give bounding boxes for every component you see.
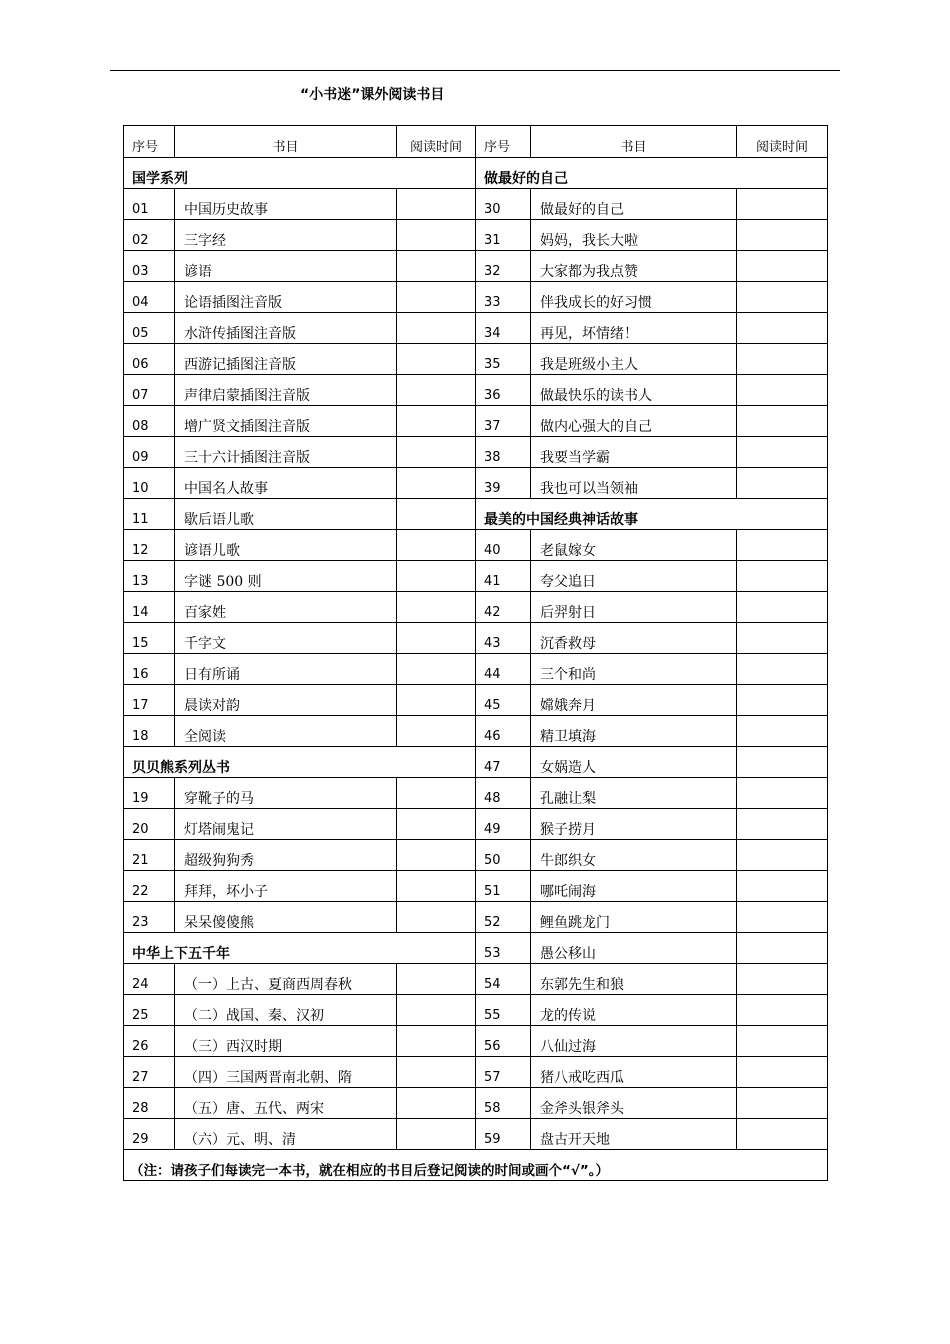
book-number: 25 [124,995,175,1026]
book-number: 24 [124,964,175,995]
table-row [124,1088,828,1119]
reading-time-cell[interactable] [397,964,476,995]
book-title: 精卫填海 [531,716,737,747]
book-title: 谚语 [175,251,397,282]
book-title: 再见，坏情绪！ [531,313,737,344]
book-number: 11 [124,499,175,530]
book-title: 做内心强大的自己 [531,406,737,437]
book-number: 30 [476,189,531,220]
reading-time-cell[interactable] [397,220,476,251]
book-title: 中国名人故事 [175,468,397,499]
book-title: 妈妈，我长大啦 [531,220,737,251]
book-title: 做最快乐的读书人 [531,375,737,406]
reading-time-cell[interactable] [397,189,476,220]
table-row [124,251,828,282]
header-time: 阅读时间 [397,126,476,158]
book-title: 伴我成长的好习惯 [531,282,737,313]
footnote: （注：请孩子们每读完一本书，就在相应的书目后登记阅读的时间或画个“√”。） [124,1150,828,1181]
book-title: 中国历史故事 [175,189,397,220]
header-book: 书目 [531,126,737,158]
book-title: 哪吒闹海 [531,871,737,902]
reading-time-cell[interactable] [737,1057,828,1088]
reading-time-cell[interactable] [737,1026,828,1057]
book-number: 51 [476,871,531,902]
book-number: 41 [476,561,531,592]
book-number: 10 [124,468,175,499]
book-number: 27 [124,1057,175,1088]
reading-time-cell[interactable] [397,406,476,437]
table-row [124,1057,828,1088]
book-title: （六）元、明、清 [175,1119,397,1150]
reading-time-cell[interactable] [397,375,476,406]
book-number: 21 [124,840,175,871]
book-title: 论语插图注音版 [175,282,397,313]
book-title: 大家都为我点赞 [531,251,737,282]
book-number: 20 [124,809,175,840]
table-row [124,499,828,530]
book-number: 23 [124,902,175,933]
book-number: 16 [124,654,175,685]
book-title: 猪八戒吃西瓜 [531,1057,737,1088]
book-title: （二）战国、秦、汉初 [175,995,397,1026]
reading-time-cell[interactable] [737,282,828,313]
reading-time-cell[interactable] [737,189,828,220]
reading-time-cell[interactable] [737,933,828,964]
book-number: 49 [476,809,531,840]
book-title: 我要当学霸 [531,437,737,468]
reading-time-cell[interactable] [397,313,476,344]
table-row [124,437,828,468]
reading-time-cell[interactable] [397,840,476,871]
reading-time-cell[interactable] [397,282,476,313]
reading-time-cell[interactable] [737,1088,828,1119]
book-number: 59 [476,1119,531,1150]
book-number: 32 [476,251,531,282]
book-number: 45 [476,685,531,716]
book-number: 35 [476,344,531,375]
table-row [124,623,828,654]
book-title: 嫦娥奔月 [531,685,737,716]
reading-time-cell[interactable] [737,747,828,778]
book-number: 06 [124,344,175,375]
reading-time-cell[interactable] [737,592,828,623]
book-title: 牛郎织女 [531,840,737,871]
table-row [124,406,828,437]
table-row [124,158,828,189]
book-number: 34 [476,313,531,344]
book-number: 33 [476,282,531,313]
reading-time-cell[interactable] [737,530,828,561]
table-row [124,282,828,313]
book-number: 19 [124,778,175,809]
book-title: 声律启蒙插图注音版 [175,375,397,406]
reading-time-cell[interactable] [737,468,828,499]
book-number: 44 [476,654,531,685]
book-title: 我也可以当领袖 [531,468,737,499]
reading-time-cell[interactable] [397,344,476,375]
table-row [124,964,828,995]
reading-time-cell[interactable] [737,654,828,685]
book-number: 40 [476,530,531,561]
reading-time-cell[interactable] [737,716,828,747]
book-number: 36 [476,375,531,406]
category-heading: 国学系列 [124,158,476,189]
table-row [124,468,828,499]
book-number: 26 [124,1026,175,1057]
book-title: （一）上古、夏商西周春秋 [175,964,397,995]
book-title: 东郭先生和狼 [531,964,737,995]
table-row [124,809,828,840]
table-row [124,685,828,716]
reading-time-cell[interactable] [737,561,828,592]
book-title: 老鼠嫁女 [531,530,737,561]
book-number: 22 [124,871,175,902]
book-title: 水浒传插图注音版 [175,313,397,344]
book-number: 39 [476,468,531,499]
table-row [124,995,828,1026]
book-number: 53 [476,933,531,964]
reading-time-cell[interactable] [397,716,476,747]
table-row [124,220,828,251]
book-title: 金斧头银斧头 [531,1088,737,1119]
book-title: 龙的传说 [531,995,737,1026]
book-title: 女娲造人 [531,747,737,778]
reading-time-cell[interactable] [397,561,476,592]
book-title: 后羿射日 [531,592,737,623]
book-number: 04 [124,282,175,313]
category-heading: 最美的中国经典神话故事 [476,499,828,530]
table-row [124,778,828,809]
book-number: 43 [476,623,531,654]
book-title: 愚公移山 [531,933,737,964]
header-num: 序号 [124,126,175,158]
header-time: 阅读时间 [737,126,828,158]
reading-time-cell[interactable] [397,685,476,716]
book-number: 01 [124,189,175,220]
reading-time-cell[interactable] [737,964,828,995]
book-title: 三字经 [175,220,397,251]
book-number: 09 [124,437,175,468]
book-number: 03 [124,251,175,282]
book-number: 18 [124,716,175,747]
book-number: 54 [476,964,531,995]
reading-time-cell[interactable] [737,685,828,716]
book-number: 15 [124,623,175,654]
reading-time-cell[interactable] [737,375,828,406]
reading-time-cell[interactable] [737,220,828,251]
reading-time-cell[interactable] [397,902,476,933]
category-heading: 贝贝熊系列丛书 [124,747,476,778]
reading-time-cell[interactable] [737,840,828,871]
book-title: 歇后语儿歌 [175,499,397,530]
reading-time-cell[interactable] [397,1119,476,1150]
table-row [124,840,828,871]
book-title: 夸父追日 [531,561,737,592]
book-title: 沉香救母 [531,623,737,654]
document-title: “小书迷”课外阅读书目 [300,87,445,103]
book-number: 52 [476,902,531,933]
table-row [124,561,828,592]
reading-time-cell[interactable] [397,809,476,840]
book-number: 17 [124,685,175,716]
book-title: 日有所诵 [175,654,397,685]
table-row [124,933,828,964]
book-title: （四）三国两晋南北朝、隋 [175,1057,397,1088]
reading-time-cell[interactable] [397,623,476,654]
book-title: 百家姓 [175,592,397,623]
reading-time-cell[interactable] [737,406,828,437]
book-number: 28 [124,1088,175,1119]
book-title: 穿靴子的马 [175,778,397,809]
book-title: 全阅读 [175,716,397,747]
table-row [124,747,828,778]
reading-time-cell[interactable] [397,778,476,809]
book-number: 37 [476,406,531,437]
reading-list-table [123,125,828,1181]
book-title: （五）唐、五代、两宋 [175,1088,397,1119]
reading-time-cell[interactable] [397,437,476,468]
book-number: 50 [476,840,531,871]
reading-time-cell[interactable] [397,654,476,685]
table-row [124,313,828,344]
note-row [124,1150,828,1181]
book-number: 05 [124,313,175,344]
reading-time-cell[interactable] [737,313,828,344]
reading-time-cell[interactable] [397,592,476,623]
book-title: 八仙过海 [531,1026,737,1057]
table-row [124,375,828,406]
table-row [124,902,828,933]
book-number: 48 [476,778,531,809]
table-row [124,530,828,561]
reading-time-cell[interactable] [737,871,828,902]
reading-time-cell[interactable] [397,468,476,499]
book-title: 猴子捞月 [531,809,737,840]
reading-time-cell[interactable] [397,251,476,282]
book-number: 12 [124,530,175,561]
book-number: 47 [476,747,531,778]
book-number: 07 [124,375,175,406]
book-number: 02 [124,220,175,251]
book-title: 千字文 [175,623,397,654]
table-row [124,592,828,623]
category-heading: 中华上下五千年 [124,933,476,964]
reading-time-cell[interactable] [397,1057,476,1088]
reading-time-cell[interactable] [397,1088,476,1119]
book-title: 呆呆傻傻熊 [175,902,397,933]
category-heading: 做最好的自己 [476,158,828,189]
book-title: （三）西汉时期 [175,1026,397,1057]
book-title: 灯塔闹鬼记 [175,809,397,840]
book-title: 孔融让梨 [531,778,737,809]
book-number: 08 [124,406,175,437]
table-row [124,716,828,747]
book-number: 14 [124,592,175,623]
table-row [124,1119,828,1150]
table-row [124,654,828,685]
reading-time-cell[interactable] [737,437,828,468]
reading-time-cell[interactable] [397,530,476,561]
book-title: 谚语儿歌 [175,530,397,561]
book-number: 56 [476,1026,531,1057]
book-title: 三十六计插图注音版 [175,437,397,468]
book-number: 38 [476,437,531,468]
reading-time-cell[interactable] [737,344,828,375]
reading-time-cell[interactable] [397,499,476,530]
book-title: 鲤鱼跳龙门 [531,902,737,933]
book-title: 做最好的自己 [531,189,737,220]
book-title: 超级狗狗秀 [175,840,397,871]
reading-time-cell[interactable] [737,623,828,654]
reading-time-cell[interactable] [397,1026,476,1057]
table-row [124,189,828,220]
header-num: 序号 [476,126,531,158]
book-number: 58 [476,1088,531,1119]
book-title: 西游记插图注音版 [175,344,397,375]
book-number: 57 [476,1057,531,1088]
book-number: 29 [124,1119,175,1150]
reading-time-cell[interactable] [737,902,828,933]
reading-time-cell[interactable] [737,251,828,282]
table-row [124,1026,828,1057]
book-title: 三个和尚 [531,654,737,685]
reading-time-cell[interactable] [737,809,828,840]
reading-time-cell[interactable] [397,995,476,1026]
table-header-row [124,126,828,158]
book-title: 晨读对韵 [175,685,397,716]
reading-time-cell[interactable] [397,871,476,902]
reading-time-cell[interactable] [737,1119,828,1150]
book-title: 增广贤文插图注音版 [175,406,397,437]
book-title: 盘古开天地 [531,1119,737,1150]
table-row [124,871,828,902]
table-row [124,344,828,375]
book-number: 46 [476,716,531,747]
book-number: 13 [124,561,175,592]
reading-time-cell[interactable] [737,778,828,809]
book-number: 55 [476,995,531,1026]
book-number: 42 [476,592,531,623]
book-title: 字谜 500 则 [175,561,397,592]
book-title: 我是班级小主人 [531,344,737,375]
header-rule [110,70,840,71]
reading-time-cell[interactable] [737,995,828,1026]
book-title: 拜拜，坏小子 [175,871,397,902]
header-book: 书目 [175,126,397,158]
book-number: 31 [476,220,531,251]
